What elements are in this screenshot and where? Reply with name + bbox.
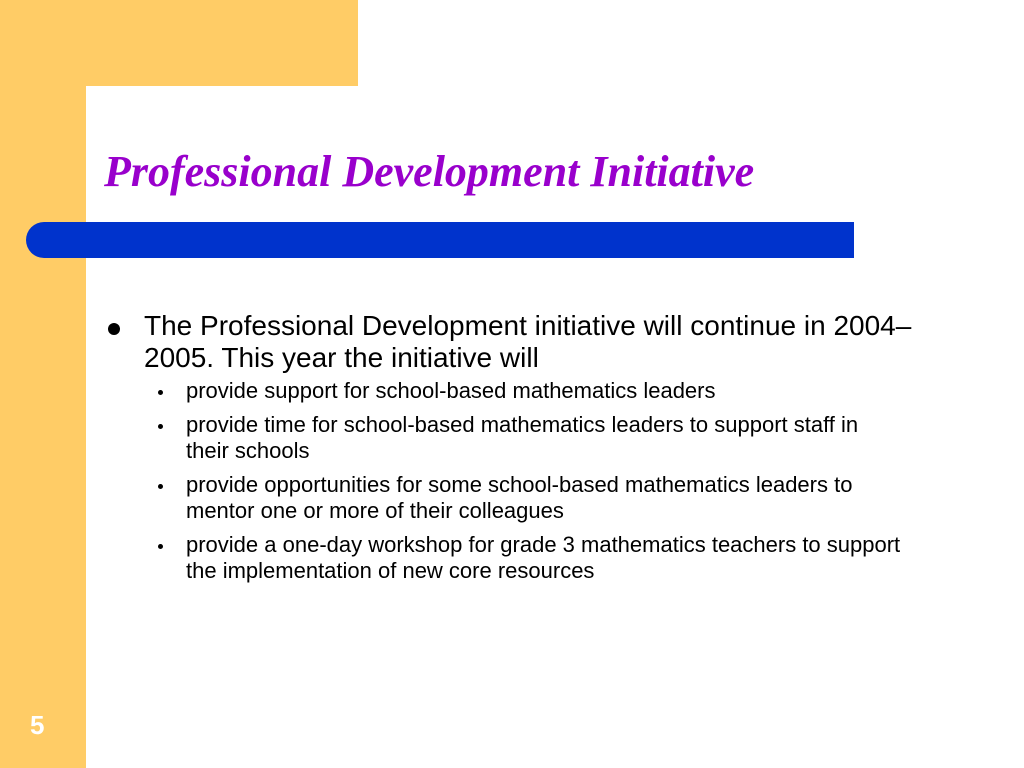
sub-bullet-text: provide opportunities for some school-based mathematics leaders to mentor one or more of their colleagues xyxy=(186,472,853,523)
bullet-dot-icon xyxy=(108,323,120,335)
slide-title: Professional Development Initiative xyxy=(104,147,755,196)
left-accent-band xyxy=(0,0,86,768)
main-bullet xyxy=(104,310,964,374)
sub-bullet xyxy=(104,378,964,404)
top-accent-band xyxy=(0,0,358,86)
slide-content xyxy=(104,310,964,592)
sub-bullet-dot-icon xyxy=(158,544,163,549)
page-number: 5 xyxy=(30,710,45,740)
sub-bullet xyxy=(104,412,964,464)
sub-bullet-text: provide time for school-based mathematics leaders to support staff in their schools xyxy=(186,412,859,463)
corner-curve xyxy=(86,86,146,146)
main-bullet-text: The Professional Development initiative will continue in 2004–2005. This year the initiative will xyxy=(144,310,912,373)
title-underline-bar xyxy=(26,222,854,258)
sub-bullet-dot-icon xyxy=(158,424,163,429)
sub-bullet-text: provide support for school-based mathematics leaders xyxy=(186,378,716,403)
sub-bullet-text: provide a one-day workshop for grade 3 mathematics teachers to support the implementation of new core resources xyxy=(186,532,901,583)
sub-bullet-list xyxy=(104,378,964,584)
sub-bullet-dot-icon xyxy=(158,484,163,489)
sub-bullet-dot-icon xyxy=(158,390,163,395)
sub-bullet xyxy=(104,532,964,584)
sub-bullet xyxy=(104,472,964,524)
